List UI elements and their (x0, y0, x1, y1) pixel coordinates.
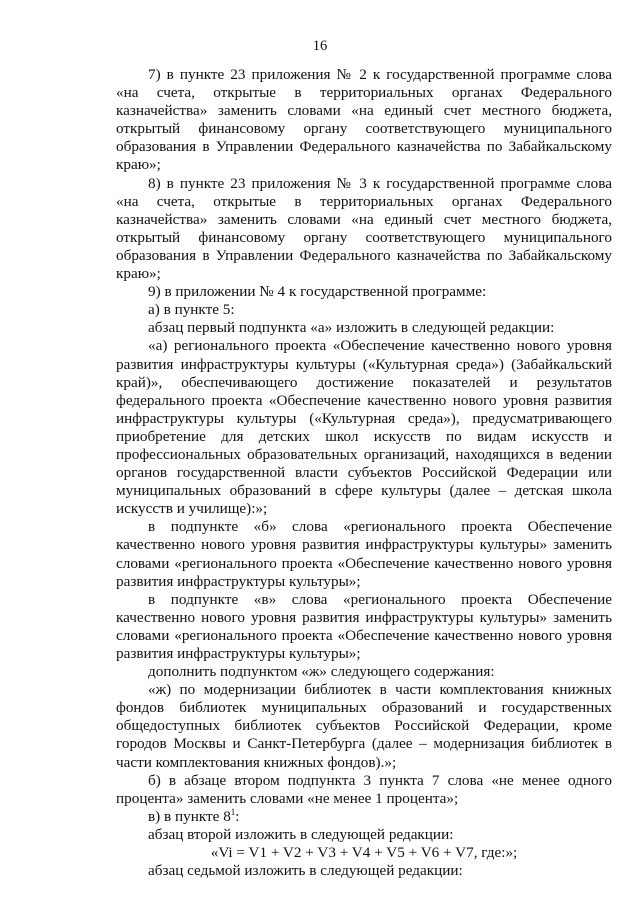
document-body (116, 66, 612, 880)
formula: «Vi = V1 + V2 + V3 + V4 + V5 + V6 + V7, где:»; (210, 844, 518, 862)
paragraph-item-7: 7) в пункте 23 приложения № 2 к государственной программе слова «на счета, открытые в территориальных органах Федерального казначейства» заменить словами «на единый счет местного бюджета, открытый финансовому органу соответствующего муниципального образования в Управлении Федерального казначейства по Забайкальскому краю»; (116, 66, 612, 174)
paragraph-abzac-pervyy: абзац первый подпункта «а» изложить в следующей редакции: (148, 319, 555, 337)
clause-v-suffix: : (235, 807, 240, 825)
page-number: 16 (312, 38, 328, 54)
paragraph-subclause-a-text: «а) регионального проекта «Обеспечение качественно нового уровня развития инфраструктуры культуры («Культурная среда») (Забайкальский край)», обеспечивающего достижение показателей и результатов федерального проекта «Обеспечение качественно нового уровня развития инфраструктуры культуры («Культурная среда»), предусматривающего приобретение для детских школ искусств по видам искусств и профессиональных образовательных организаций, находящихся в ведении органов государственной власти субъектов Российской Федерации или муниципальных образований в сфере культуры (далее – детская школа искусств и училище):»; (116, 337, 612, 518)
paragraph-subclause-zh-text: «ж) по модернизации библиотек в части комплектования книжных фондов библиотек муниципальных образований и государственных общедоступных библиотек субъектов Российской Федерации, кроме городов Москвы и Санкт-Петербурга (далее – модернизация библиотек в части комплектования книжных фондов).»; (116, 681, 612, 771)
clause-v-text: в) в пункте 8 (148, 807, 231, 825)
paragraph-clause-v (116, 808, 612, 826)
paragraph-add-subclause-zh: дополнить подпунктом «ж» следующего содержания: (148, 663, 495, 681)
paragraph-item-8: 8) в пункте 23 приложения № 3 к государственной программе слова «на счета, открытые в территориальных органах Федерального казначейства» заменить словами «на единый счет местного бюджета, открытый финансовому органу соответствующего муниципального образования в Управлении Федерального казначейства по Забайкальскому краю»; (116, 174, 612, 283)
paragraph-clause-b: б) в абзаце втором подпункта 3 пункта 7 слова «не менее одного процента» заменить словами «не менее 1 процента»; (116, 771, 612, 807)
paragraph-abzac-sedmoy: абзац седьмой изложить в следующей редакции: (148, 862, 463, 880)
paragraph-subclause-b: в подпункте «б» слова «регионального проекта Обеспечение качественно нового уровня развития инфраструктуры культуры» заменить словами «регионального проекта «Обеспечение качественно нового уровня развития инфраструктуры культуры»; (116, 518, 612, 590)
clause-v-superscript: 1 (230, 806, 236, 817)
paragraph-item-9: 9) в приложении № 4 к государственной программе: (148, 283, 487, 301)
paragraph-clause-a: а) в пункте 5: (148, 301, 235, 319)
paragraph-abzac-vtoroy: абзац второй изложить в следующей редакции: (148, 825, 454, 843)
paragraph-subclause-v: в подпункте «в» слова «регионального проекта Обеспечение качественно нового уровня развития инфраструктуры культуры» заменить словами «регионального проекта «Обеспечение качественно нового уровня развития инфраструктуры культуры»; (116, 590, 612, 662)
